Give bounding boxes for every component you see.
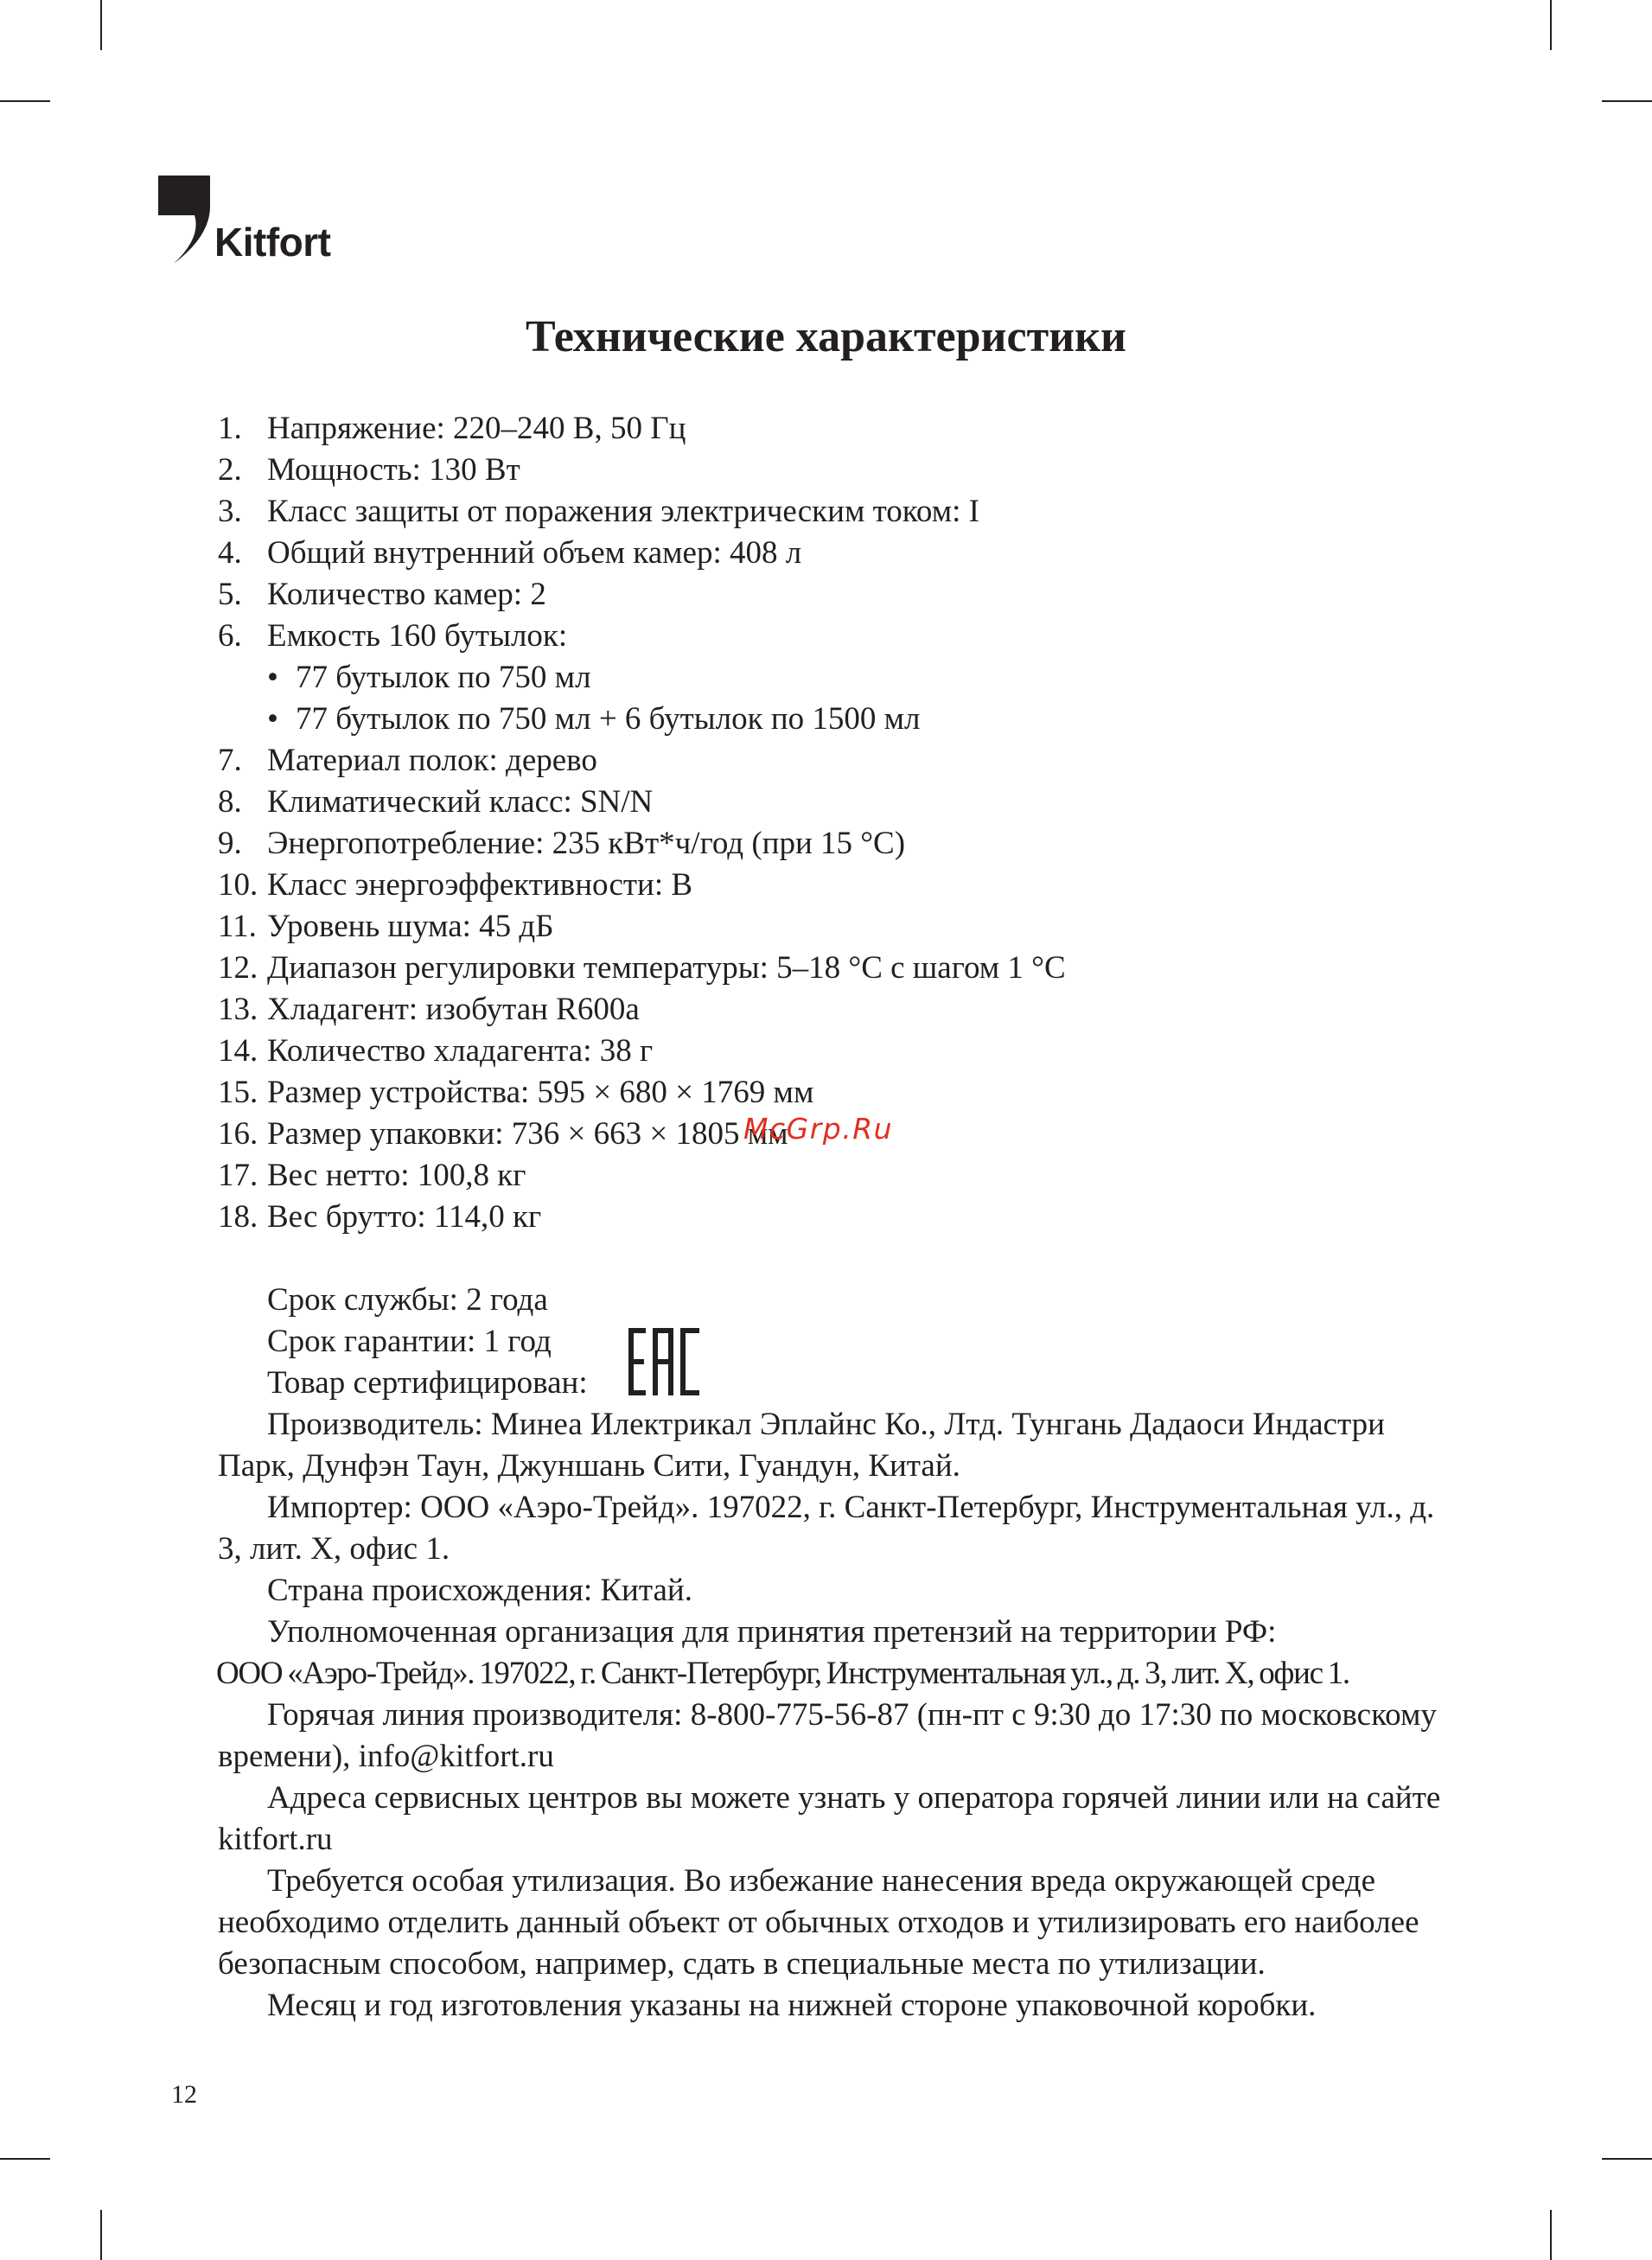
spec-item [218, 782, 1066, 823]
spec-item [218, 1197, 1066, 1238]
importer: Импортер: ООО «Аэро-Трейд». 197022, г. Санкт-Петербург, Инструментальная ул., д. 3, лит. Х, офис 1. [218, 1490, 1435, 1567]
spec-text: Уровень шума: 45 дБ [267, 909, 554, 944]
crop-mark [0, 100, 50, 102]
spec-list [218, 408, 1066, 1238]
page-number: 12 [171, 2080, 197, 2109]
spec-item [218, 450, 1066, 491]
spec-item [218, 740, 1066, 782]
spec-item [218, 616, 1066, 740]
spec-number: 16. [218, 1116, 258, 1152]
spec-number: 9. [218, 826, 242, 861]
spec-subitem [267, 657, 1066, 699]
spec-number: 4. [218, 535, 242, 571]
bullet-icon: • [267, 701, 278, 737]
spec-item [218, 1114, 1066, 1155]
spec-number: 14. [218, 1033, 258, 1069]
spec-number: 17. [218, 1158, 258, 1193]
spec-text: Материал полок: дерево [267, 743, 597, 778]
crop-mark [0, 2158, 50, 2160]
spec-item [218, 948, 1066, 989]
spec-number: 8. [218, 784, 242, 820]
spec-text: Количество хладагента: 38 г [267, 1033, 654, 1069]
spec-item [218, 989, 1066, 1031]
disposal: Требуется особая утилизация. Во избежание нанесения вреда окружающей среде необходимо отделить данный объект от обычных отходов и утилизировать его наиболее безопасным способом, например, сдать в специальные места по утилизации. [218, 1863, 1419, 1982]
spec-number: 13. [218, 992, 258, 1027]
spec-text: Общий внутренний объем камер: 408 л [267, 535, 802, 571]
spec-text: Вес брутто: 114,0 кг [267, 1199, 542, 1235]
spec-number: 7. [218, 743, 242, 778]
spec-item [218, 823, 1066, 865]
manufacturer: Производитель: Минеа Илектрикал Эплайнс Ко., Лтд. Тунгань Дадаоси Индастри Парк, Дунфэн Таун, Джуншань Сити, Гуандун, Китай. [218, 1407, 1385, 1484]
spec-number: 5. [218, 577, 242, 612]
spec-text: Мощность: 130 Вт [267, 452, 520, 488]
crop-mark [100, 2210, 102, 2260]
spec-subitem [267, 699, 1066, 740]
spec-text: Энергопотребление: 235 кВт*ч/год (при 15 °C) [267, 826, 906, 861]
spec-item [218, 1072, 1066, 1114]
spec-text: Класс защиты от поражения электрическим током: I [267, 494, 979, 529]
crop-mark [1550, 2210, 1552, 2260]
watermark: McGrp.Ru [743, 1112, 894, 1146]
spec-number: 6. [218, 618, 242, 654]
spec-number: 11. [218, 909, 257, 944]
crop-mark [1550, 0, 1552, 50]
spec-text: Диапазон регулировки температуры: 5–18 °C с шагом 1 °C [267, 950, 1066, 986]
spec-text: Емкость 160 бутылок: [267, 618, 568, 654]
spec-item [218, 491, 1066, 533]
page-title: Технические характеристики [526, 312, 1126, 361]
spec-text: Напряжение: 220–240 В, 50 Гц [267, 411, 686, 446]
manufacture-date: Месяц и год изготовления указаны на нижней стороне упаковочной коробки. [267, 1988, 1317, 2023]
spec-number: 10. [218, 867, 258, 903]
spec-item [218, 408, 1066, 450]
brand-name: Kitfort [214, 220, 331, 265]
warranty: Срок гарантии: 1 год [267, 1324, 552, 1359]
spec-text: Размер устройства: 595 × 680 × 1769 мм [267, 1075, 814, 1110]
spec-number: 2. [218, 452, 242, 488]
bullet-icon: • [267, 660, 278, 695]
spec-item [218, 533, 1066, 574]
crop-mark [1602, 100, 1652, 102]
service-centers: Адреса сервисных центров вы можете узнать у оператора горячей линии или на сайте kitfort.ru [218, 1780, 1441, 1857]
brand-logo [158, 176, 340, 271]
spec-text: Класс энергоэффективности: B [267, 867, 693, 903]
origin: Страна происхождения: Китай. [267, 1573, 692, 1608]
authorized-org-address: ООО «Аэро-Трейд». 197022, г. Санкт-Петербург, Инструментальная ул., д. 3, лит. Х, офис 1. [216, 1656, 1349, 1691]
spec-text: Размер упаковки: 736 × 663 × 1805 мм [267, 1116, 788, 1152]
certified: Товар сертифицирован: [267, 1365, 588, 1401]
authorized-org: Уполномоченная организация для принятия претензий на территории РФ: [267, 1614, 1277, 1650]
service-life: Срок службы: 2 года [267, 1282, 548, 1318]
spec-number: 18. [218, 1199, 258, 1235]
eac-mark-icon [628, 1328, 700, 1395]
spec-number: 1. [218, 411, 242, 446]
spec-item [218, 865, 1066, 906]
spec-subitem-text: 77 бутылок по 750 мл [296, 660, 591, 695]
spec-text: Вес нетто: 100,8 кг [267, 1158, 526, 1193]
spec-number: 3. [218, 494, 242, 529]
spec-item [218, 574, 1066, 616]
spec-text: Климатический класс: SN/N [267, 784, 654, 820]
info-section [218, 1280, 1454, 2027]
spec-item [218, 906, 1066, 948]
spec-number: 15. [218, 1075, 258, 1110]
spec-text: Количество камер: 2 [267, 577, 546, 612]
spec-subitem-text: 77 бутылок по 750 мл + 6 бутылок по 1500 мл [296, 701, 921, 737]
spec-number: 12. [218, 950, 258, 986]
spec-item [218, 1155, 1066, 1197]
spec-text: Хладагент: изобутан R600a [267, 992, 640, 1027]
spec-sublist [267, 657, 1066, 740]
crop-mark [1602, 2158, 1652, 2160]
crop-mark [100, 0, 102, 50]
spec-item [218, 1031, 1066, 1072]
hotline: Горячая линия производителя: 8-800-775-56-87 (пн-пт с 9:30 до 17:30 по московскому времени), info@kitfort.ru [218, 1697, 1437, 1774]
